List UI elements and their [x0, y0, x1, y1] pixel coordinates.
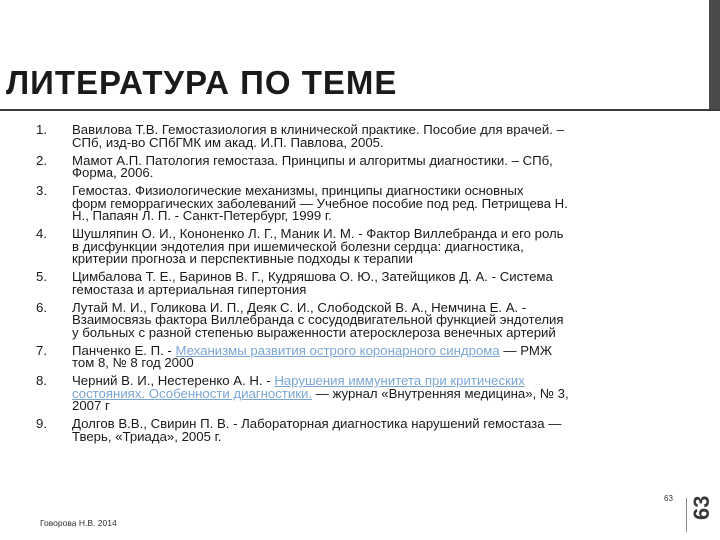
reference-item — [36, 418, 684, 443]
reference-item — [36, 271, 684, 296]
slide-number-small: 63 — [664, 494, 673, 503]
reference-line: Панченко Е. П. - Механизмы развития острого коронарного синдрома — РМЖ — [72, 342, 553, 358]
reference-number: 8. — [36, 373, 47, 388]
reference-item — [36, 228, 684, 266]
reference-line: Н., Папаян Л. П. - Санкт-Петербург, 1999 г. — [72, 208, 332, 223]
reference-line: Мамот А.П. Патология гемостаза. Принципы и алгоритмы диагностики. – СПб, — [72, 152, 553, 168]
reference-line: Цимбалова Т. Е., Баринов В. Г., Кудряшова О. Ю., Затейщиков Д. А. - Система — [72, 269, 553, 284]
reference-line: состояниях. Особенности диагностики. — журнал «Внутренняя медицина», № 3, — [72, 385, 569, 401]
reference-line: Долгов В.В., Свирин П. В. - Лабораторная диагностика нарушений гемостаза — — [72, 416, 562, 431]
reference-line: Форма, 2006. — [72, 165, 154, 180]
reference-line: Гемостаз. Физиологические механизмы, принципы диагностики основных — [72, 183, 524, 198]
footer-author: Говорова Н.В. 2014 — [40, 518, 117, 528]
reference-line: гемостаза и артериальная гипертония — [72, 281, 307, 297]
reference-number: 5. — [36, 269, 47, 284]
reference-line: 2007 г — [72, 398, 110, 413]
top-right-accent-bar — [709, 0, 720, 110]
reference-number: 9. — [36, 416, 47, 431]
reference-line: критерии прогноза и перспективные подходы к терапии — [72, 251, 413, 266]
reference-item — [36, 299, 684, 340]
reference-line: СПб, изд-во СПбГМК им акад. И.П. Павлова, 2005. — [72, 134, 384, 150]
reference-line: Шушляпин О. И., Кононенко Л. Г., Маник И. М. - Фактор Виллебранда и его роль — [72, 226, 564, 241]
reference-number: 1. — [36, 122, 47, 137]
reference-link[interactable]: Механизмы развития острого коронарного синдрома — [175, 342, 500, 358]
reference-number: 3. — [36, 183, 47, 198]
reference-item — [36, 375, 684, 413]
reference-line: Вавилова Т.В. Гемостазиология в клинической практике. Пособие для врачей. – — [72, 122, 564, 137]
reference-line: Лутай М. И., Голикова И. П., Деяк С. И., Слободской В. А., Немчина Е. А. - — [72, 299, 527, 315]
page-title: ЛИТЕРАТУРА ПО ТЕМЕ — [6, 64, 398, 101]
reference-number: 6. — [36, 299, 47, 315]
reference-line: Тверь, «Триада», 2005 г. — [72, 428, 222, 444]
reference-number: 7. — [36, 342, 47, 358]
reference-line: в дисфункции эндотелия при ишемической болезни сердца: диагностика, — [72, 238, 524, 254]
footer-divider — [686, 498, 687, 532]
reference-number: 2. — [36, 152, 47, 168]
reference-line: форм геморрагических заболеваний — Учебное пособие под ред. Петрищева Н. — [72, 195, 568, 211]
reference-number: 4. — [36, 226, 47, 241]
reference-item — [36, 342, 684, 370]
reference-item — [36, 152, 684, 180]
slide-number-vertical: 63 — [689, 495, 714, 520]
reference-line: у больных с разной степенью выраженности атеросклероза венечных артерий — [72, 324, 556, 340]
reference-line: Черний В. И., Нестеренко А. Н. - Нарушения иммунитета при критических — [72, 373, 525, 388]
header-divider — [0, 109, 720, 111]
reference-item — [36, 185, 684, 223]
reference-link[interactable]: Нарушения иммунитета при критических — [274, 373, 525, 388]
reference-list — [36, 124, 684, 449]
reference-link[interactable]: состояниях. Особенности диагностики. — [72, 385, 313, 401]
reference-line: том 8, № 8 год 2000 — [72, 355, 194, 370]
reference-item — [36, 124, 684, 149]
reference-line: Взаимосвязь фактора Виллебранда с сосудодвигательной функцией эндотелия — [72, 312, 564, 327]
